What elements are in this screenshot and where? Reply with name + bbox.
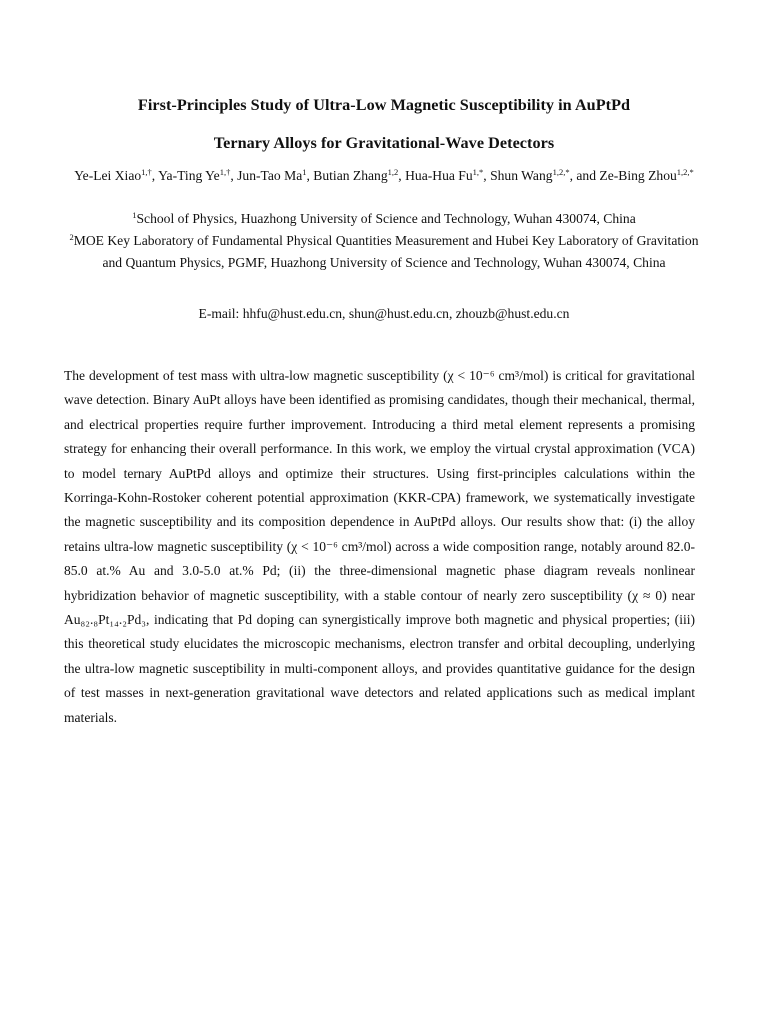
contact-email: E-mail: hhfu@hust.edu.cn, shun@hust.edu.cn, zhouzb@hust.edu.cn bbox=[198, 306, 570, 321]
author-name: Shun Wang bbox=[490, 168, 553, 183]
paper-title-line-1: First-Principles Study of Ultra-Low Magnetic Susceptibility in AuPtPd bbox=[137, 96, 631, 114]
author-name: Jun-Tao Ma bbox=[237, 168, 303, 183]
author-affiliation-mark: 1 bbox=[302, 167, 307, 177]
author-affiliation-mark: 1,2 bbox=[387, 167, 399, 177]
author-list: Ye-Lei Xiao$^{1,\dagger}$, Ya-Ting $Ye^{1,\dagger}$, Jun-Tao Ma$^1$, Butian Zhang$^{1,2}$, Hua-Hua $Fu^{1,*}$, Shun Wang$^{1,2,*}$, and Ze-Bing Zhou$^{1,2,*}$ bbox=[74, 167, 694, 183]
paper-title-line-2: Ternary Alloys for Gravitational-Wave Detectors bbox=[213, 134, 555, 152]
affiliation-1 bbox=[60, 208, 708, 230]
author-affiliation-mark: 1,2,* bbox=[552, 167, 570, 177]
author-name: Butian Zhang bbox=[313, 168, 388, 183]
author-name: Ze-Bing Zhou bbox=[599, 168, 677, 183]
affiliation-2 bbox=[60, 230, 708, 274]
affiliation-text: MOE Key Laboratory of Fundamental Physical Quantities Measurement and Hubei Key Laboratory of Gravitation and Quantum Physics, PGMF, Huazhong University of Science and Technology, Wuhan 430074, China bbox=[73, 233, 699, 270]
affiliation-text: School of Physics, Huazhong University of Science and Technology, Wuhan 430074, China bbox=[136, 211, 636, 226]
author-name: Ya-Ting Ye bbox=[158, 168, 220, 183]
affiliation-mark: 2 bbox=[69, 232, 74, 242]
abstract-text: The development of test mass with ultra-low magnetic susceptibility (χ < 10⁻⁶ cm³/mol) is critical for gravitational wave detection. Binary AuPt alloys have been identified as promising candidates, though their mechanical, thermal, and electrical properties require further improvement. Introducing a third metal element represents a promising strategy for enhancing their overall performance. In this work, we employ the virtual crystal approximation (VCA) to model ternary AuPtPd alloys and optimize their structures. Using first-principles calculations within the Korringa-Kohn-Rostoker coherent potential approximation (KKR-CPA) framework, we systematically investigate the magnetic susceptibility and its composition dependence in AuPtPd alloys. Our results show that: (i) the alloy retains ultra-low magnetic susceptibility (χ < 10⁻⁶ cm³/mol) across a wide composition range, notably around 82.0-85.0 at.% Au and 3.0-5.0 at.% Pd; (ii) the three-dimensional magnetic phase diagram reveals nonlinear hybridization behavior of magnetic susceptibility, with a stable contour of nearly zero susceptibility (χ ≈ 0) near Au₈₂.₈Pt₁₄.₂Pd₃, indicating that Pd doping can synergistically improve both magnetic and physical properties; (iii) this theoretical study elucidates the microscopic mechanisms, electron transfer and orbital decoupling, underlying the ultra-low magnetic susceptibility in multi-component alloys, and provides quantitative guidance for the design of test masses in next-generation gravitational wave detectors and related applications such as medical implant materials. bbox=[64, 368, 695, 725]
author-affiliation-mark: 1,† bbox=[141, 167, 152, 177]
affiliation-mark: 1 bbox=[132, 210, 137, 220]
author-affiliation-mark: 1,† bbox=[219, 167, 231, 177]
author-name: Hua-Hua Fu bbox=[405, 168, 473, 183]
author-affiliation-mark: 1,* bbox=[472, 167, 484, 177]
author-affiliation-mark: 1,2,* bbox=[676, 167, 694, 177]
author-name: Ye-Lei Xiao bbox=[74, 168, 142, 183]
